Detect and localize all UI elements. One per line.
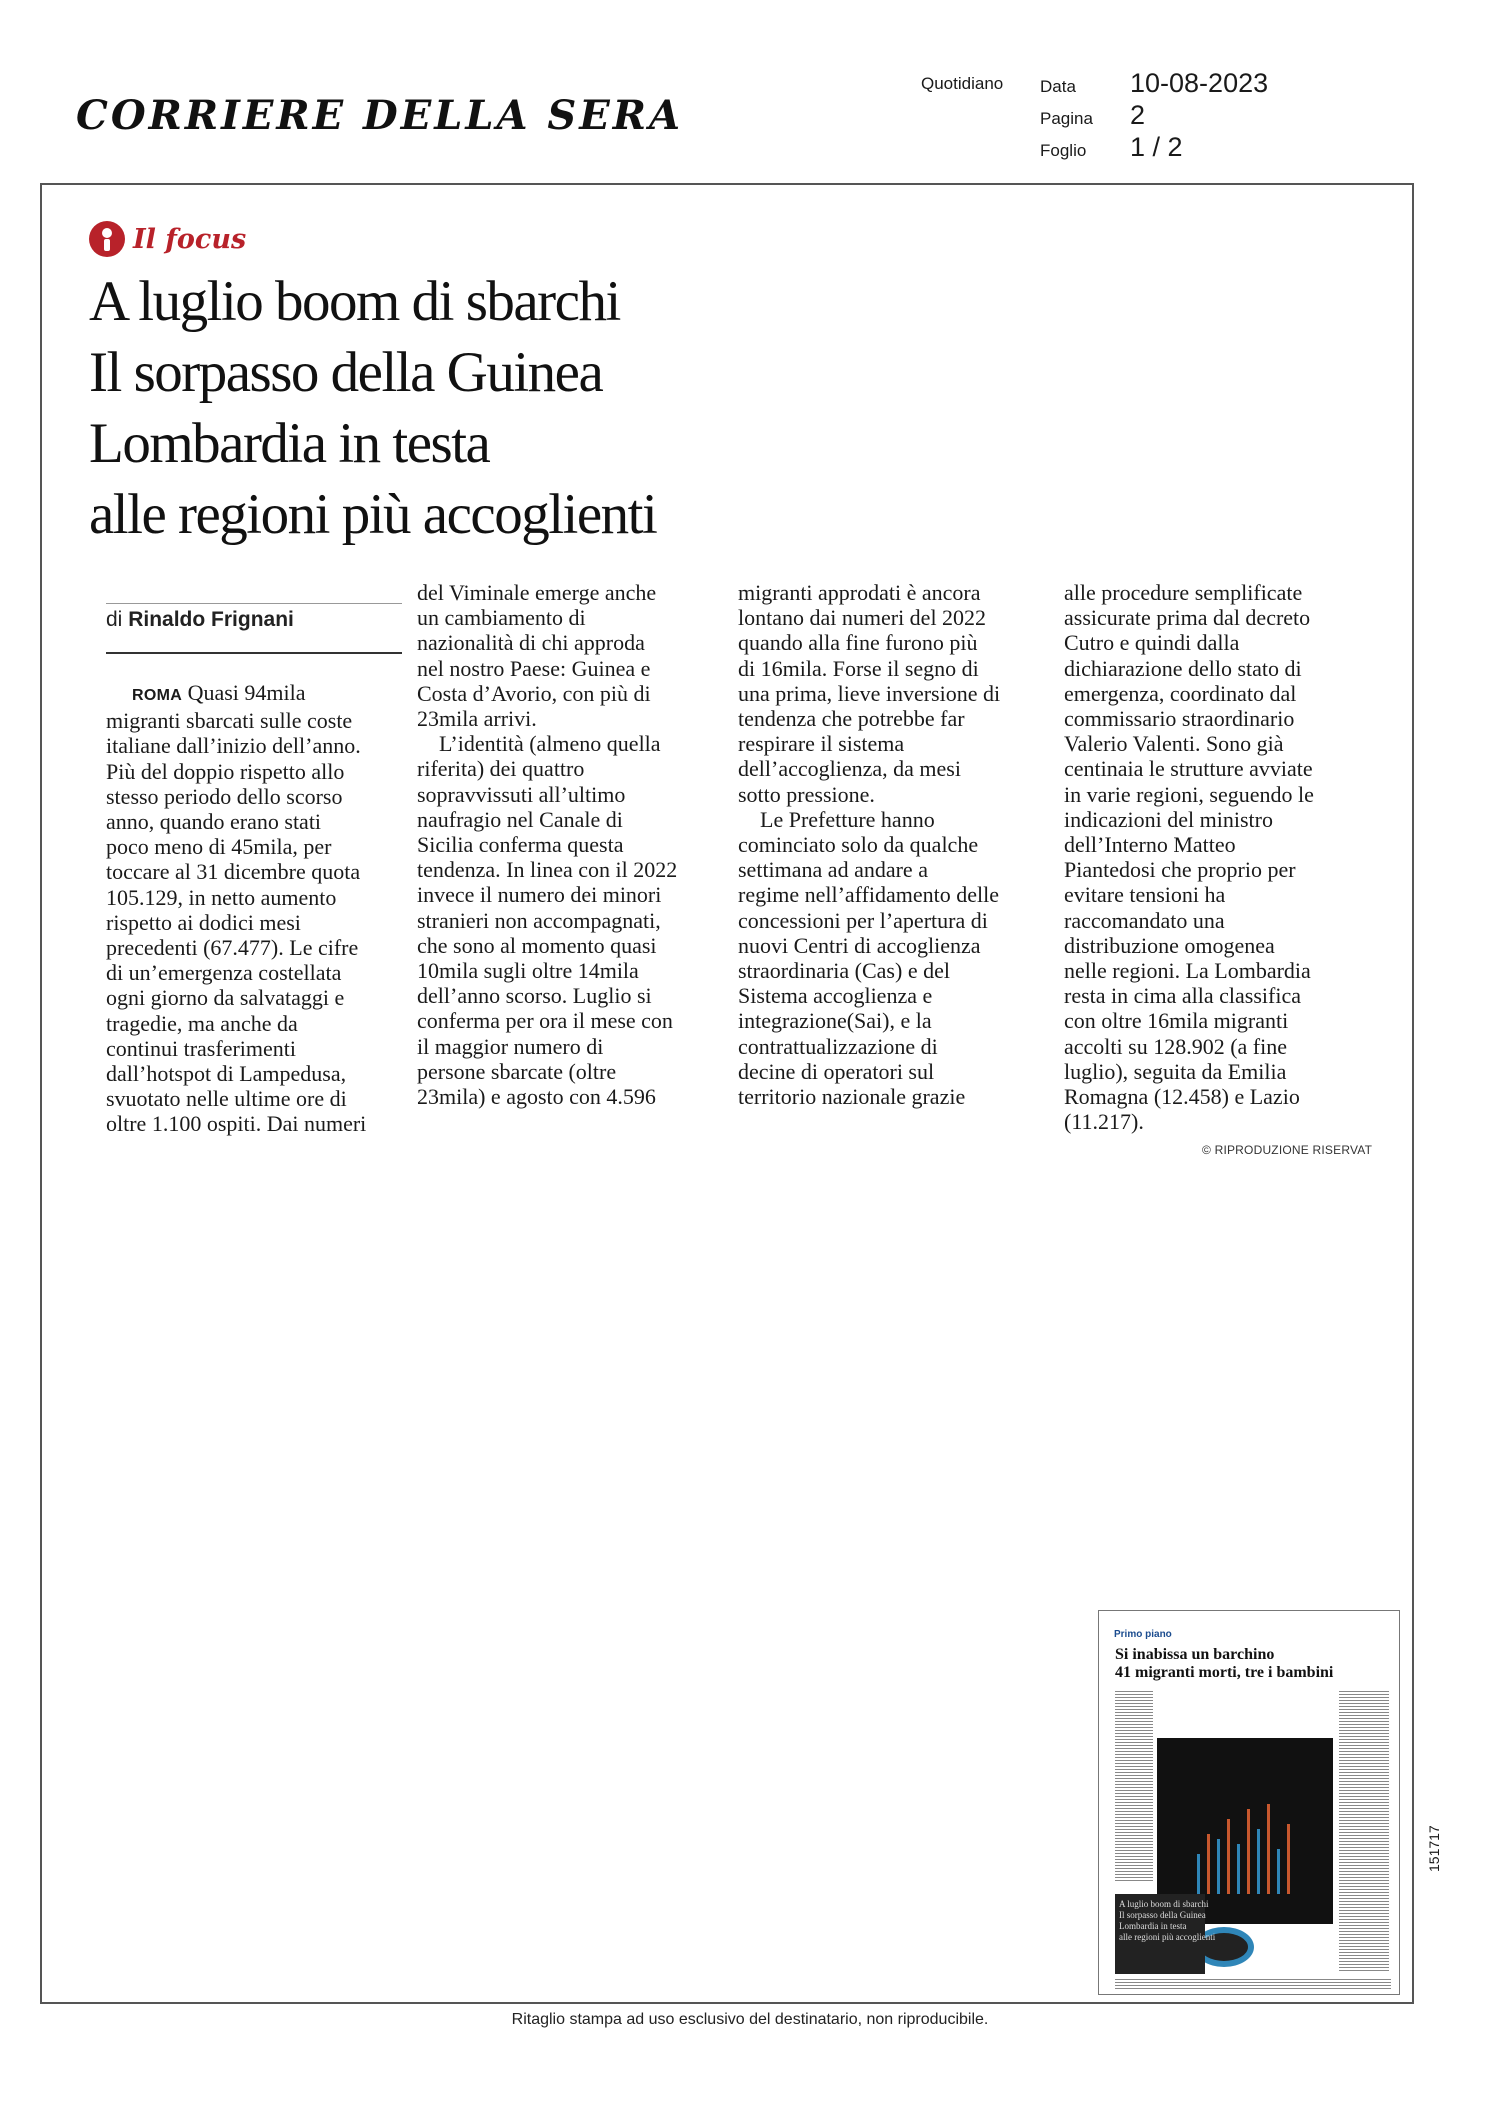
text-line: Costa d’Avorio, con più di bbox=[417, 680, 651, 706]
text-line: rispetto ai dodici mesi bbox=[106, 909, 301, 935]
text-line: oltre 1.100 ospiti. Dai numeri bbox=[106, 1111, 367, 1137]
kicker bbox=[89, 219, 246, 259]
thumbnail-bar bbox=[1267, 1804, 1270, 1894]
text-line: (11.217). bbox=[1064, 1109, 1144, 1135]
text-line: Le Prefetture hanno bbox=[760, 806, 935, 832]
thumbnail-bar bbox=[1247, 1809, 1250, 1894]
text-line: nuovi Centri di accoglienza bbox=[738, 932, 981, 958]
meta-value: 10-08-2023 bbox=[1130, 68, 1269, 98]
text-line: Più del doppio rispetto allo bbox=[106, 758, 345, 784]
text-line: 23mila) e agosto con 4.596 bbox=[417, 1084, 656, 1110]
thumbnail-bar bbox=[1207, 1834, 1210, 1894]
headline-line: Il sorpasso della Guinea bbox=[89, 341, 603, 404]
text-line: in varie regioni, seguendo le bbox=[1064, 781, 1314, 807]
text-line: alle procedure semplificate bbox=[1064, 580, 1303, 605]
byline-author: Rinaldo Frignani bbox=[128, 608, 294, 631]
focus-icon bbox=[89, 221, 125, 257]
meta-value: 1 / 2 bbox=[1130, 132, 1183, 162]
thumbnail-inset-line: Lombardia in testa bbox=[1119, 1921, 1187, 1931]
text-line: dell’anno scorso. Luglio si bbox=[417, 983, 652, 1009]
text-line: regime nell’affidamento delle bbox=[738, 882, 1000, 908]
text-line: dell’Interno Matteo bbox=[1064, 832, 1236, 858]
text-line: Valerio Valenti. Sono già bbox=[1064, 731, 1284, 757]
byline-rule bbox=[106, 603, 402, 604]
text-line: commissario straordinario bbox=[1064, 706, 1295, 732]
text-line: tendenza. In linea con il 2022 bbox=[417, 857, 678, 883]
kicker-label: Il focus bbox=[133, 223, 247, 255]
text-line: lontano dai numeri del 2022 bbox=[738, 605, 987, 631]
thumbnail-bar bbox=[1237, 1844, 1240, 1894]
copyright: © RIPRODUZIONE RISERVAT bbox=[1202, 1143, 1373, 1157]
headline-line: alle regioni più accoglienti bbox=[89, 483, 657, 546]
thumbnail-title bbox=[1115, 1646, 1395, 1682]
text-line: italiane dall’inizio dell’anno. bbox=[106, 733, 361, 759]
text-line: territorio nazionale grazie bbox=[738, 1084, 966, 1110]
text-line: poco meno di 45mila, per bbox=[106, 834, 332, 860]
byline-rule bbox=[106, 652, 402, 654]
meta-value: 2 bbox=[1130, 100, 1146, 130]
headline-line: Lombardia in testa bbox=[89, 412, 490, 475]
text-line: naufragio nel Canale di bbox=[417, 806, 623, 832]
text-line: concessioni per l’apertura di bbox=[738, 907, 988, 933]
text-line: toccare al 31 dicembre quota bbox=[106, 859, 361, 885]
text-line: un cambiamento di bbox=[417, 605, 586, 631]
text-line: dall’hotspot di Lampedusa, bbox=[106, 1061, 347, 1087]
text-line: integrazione(Sai), e la bbox=[738, 1008, 932, 1034]
text-line: svuotato nelle ultime ore di bbox=[106, 1086, 347, 1112]
thumbnail-inset-line: A luglio boom di sbarchi bbox=[1119, 1899, 1209, 1909]
text-line: Romagna (12.458) e Lazio bbox=[1064, 1084, 1300, 1110]
headline-line: A luglio boom di sbarchi bbox=[89, 270, 620, 333]
text-line: Cutro e quindi dalla bbox=[1064, 630, 1240, 656]
text-line: conferma per ora il mese con bbox=[417, 1008, 673, 1034]
text-line: ogni giorno da salvataggi e bbox=[106, 985, 345, 1011]
thumbnail-bar bbox=[1257, 1829, 1260, 1894]
thumbnail-title-line: Si inabissa un barchino bbox=[1115, 1646, 1275, 1663]
text-line: indicazioni del ministro bbox=[1064, 806, 1273, 832]
text-line: 105.129, in netto aumento bbox=[106, 884, 337, 910]
text-line: invece il numero dei minori bbox=[417, 882, 662, 908]
meta-label: Data bbox=[1040, 77, 1076, 96]
thumbnail-title-line: 41 migranti morti, tre i bambini bbox=[1115, 1664, 1334, 1681]
article-column-2 bbox=[417, 580, 717, 1109]
text-line: tendenza che potrebbe far bbox=[738, 706, 965, 732]
text-line: 10mila sugli oltre 14mila bbox=[417, 958, 639, 984]
text-line: riferita) dei quattro bbox=[417, 756, 585, 782]
text-fragment: Quasi 94mila bbox=[187, 680, 306, 705]
text-line: sopravvissuti all’ultimo bbox=[417, 781, 626, 807]
text-line: tragedie, ma anche da bbox=[106, 1010, 298, 1036]
text-line: nazionalità di chi approda bbox=[417, 630, 645, 656]
text-line: settimana ad andare a bbox=[738, 857, 928, 883]
dateline: ROMA bbox=[132, 687, 183, 704]
text-line: raccomandato una bbox=[1064, 907, 1225, 933]
thumbnail-bar bbox=[1277, 1849, 1280, 1894]
thumbnail-text-block bbox=[1339, 1691, 1389, 1971]
thumbnail-text-block bbox=[1115, 1691, 1153, 1881]
publication-type: Quotidiano bbox=[921, 74, 1004, 93]
text-line: stranieri non accompagnati, bbox=[417, 907, 661, 933]
footer-note: Ritaglio stampa ad uso esclusivo del destinatario, non riproducibile. bbox=[511, 2011, 989, 2028]
text-line: dell’accoglienza, da mesi bbox=[738, 756, 961, 782]
thumbnail-bar bbox=[1197, 1854, 1200, 1894]
text-line: anno, quando erano stati bbox=[106, 809, 322, 835]
text-line: nel nostro Paese: Guinea e bbox=[417, 655, 651, 681]
thumbnail-inset-line: alle regioni più accoglienti bbox=[1119, 1932, 1216, 1942]
text-line: migranti sbarcati sulle coste bbox=[106, 708, 353, 734]
page-thumbnail bbox=[1098, 1610, 1400, 1995]
text-line: sotto pressione. bbox=[738, 781, 875, 807]
text-line: continui trasferimenti bbox=[106, 1035, 296, 1061]
thumbnail-bar bbox=[1217, 1839, 1220, 1894]
meta-label: Pagina bbox=[1040, 109, 1093, 128]
text-line: 23mila arrivi. bbox=[417, 706, 537, 732]
text-line: di un’emergenza costellata bbox=[106, 960, 342, 986]
text-line: decine di operatori sul bbox=[738, 1058, 935, 1084]
text-line: il maggior numero di bbox=[417, 1033, 604, 1059]
text-line: di 16mila. Forse il segno di bbox=[738, 655, 979, 681]
article-column-1 bbox=[106, 680, 406, 1137]
text-line: luglio), seguita da Emilia bbox=[1064, 1058, 1287, 1084]
text-line: con oltre 16mila migranti bbox=[1064, 1008, 1289, 1034]
text-line: migranti approdati è ancora bbox=[738, 580, 981, 605]
text-line: persone sbarcate (oltre bbox=[417, 1058, 617, 1084]
thumbnail-bar bbox=[1227, 1819, 1230, 1894]
byline bbox=[106, 608, 294, 632]
thumbnail-inset-line: Il sorpasso della Guinea bbox=[1119, 1910, 1206, 1920]
text-line: del Viminale emerge anche bbox=[417, 580, 657, 605]
text-line bbox=[106, 680, 406, 708]
text-line: dichiarazione dello stato di bbox=[1064, 655, 1302, 681]
text-line: assicurate prima dal decreto bbox=[1064, 605, 1311, 631]
text-line: straordinaria (Cas) e del bbox=[738, 958, 950, 984]
text-line: cominciato solo da qualche bbox=[738, 832, 979, 858]
text-line: quando alla fine furono più bbox=[738, 630, 978, 656]
text-line: L’identità (almeno quella bbox=[439, 731, 661, 757]
text-line: evitare tensioni ha bbox=[1064, 882, 1226, 908]
text-line: precedenti (67.477). Le cifre bbox=[106, 935, 359, 961]
text-line: che sono al momento quasi bbox=[417, 932, 657, 958]
text-line: stesso periodo dello scorso bbox=[106, 783, 343, 809]
thumbnail-text-block bbox=[1115, 1979, 1391, 1991]
text-line: accolti su 128.902 (a fine bbox=[1064, 1033, 1287, 1059]
text-line: una prima, lieve inversione di bbox=[738, 680, 1001, 706]
thumbnail-section: Primo piano bbox=[1114, 1629, 1172, 1640]
text-line: Sicilia conferma questa bbox=[417, 832, 624, 858]
text-line: Sistema accoglienza e bbox=[738, 983, 933, 1009]
text-line: centinaia le strutture avviate bbox=[1064, 756, 1313, 782]
text-line: contrattualizzazione di bbox=[738, 1033, 938, 1059]
side-code: 151717 bbox=[1426, 1825, 1442, 1872]
meta-label: Foglio bbox=[1040, 141, 1087, 160]
text-line: distribuzione omogenea bbox=[1064, 932, 1275, 958]
headline bbox=[89, 266, 809, 550]
article-column-3 bbox=[738, 580, 1038, 1109]
thumbnail-bar bbox=[1287, 1824, 1290, 1894]
text-line: nelle regioni. La Lombardia bbox=[1064, 958, 1311, 984]
article-column-4 bbox=[1064, 580, 1364, 1134]
text-line: Piantedosi che proprio per bbox=[1064, 857, 1296, 883]
masthead: CORRIERE DELLA SERA bbox=[76, 92, 684, 139]
byline-prefix: di bbox=[106, 608, 123, 631]
text-line: resta in cima alla classifica bbox=[1064, 983, 1301, 1009]
text-line: emergenza, coordinato dal bbox=[1064, 680, 1297, 706]
text-line: respirare il sistema bbox=[738, 731, 905, 757]
thumbnail-inset-text bbox=[1119, 1899, 1216, 1943]
